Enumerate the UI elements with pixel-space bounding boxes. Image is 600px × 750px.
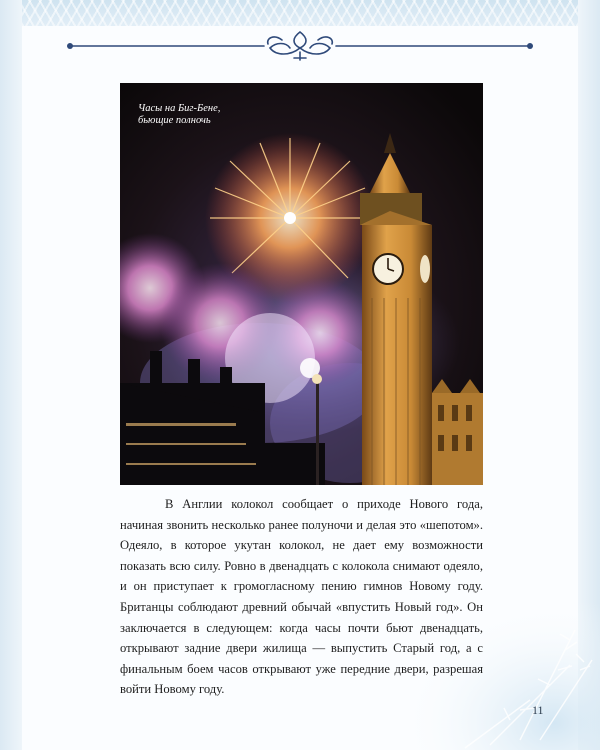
photo-illustration xyxy=(120,83,483,485)
left-frost-border xyxy=(0,0,22,750)
big-ben-fireworks-photo xyxy=(120,83,483,485)
caption-line-2: бьющие полночь xyxy=(138,115,211,126)
body-paragraph: В Англии колокол сообщает о приходе Нового года, начиная звонить несколько ранее полуночи и делая это «шепотом». Одеяло, в которое укутан колокол, не дает ему возможности показать всю силу. Ровно в двенадцать с колокола снимают одеяло, и он приступает к громогласному пению гимнов Новому году. Британцы соблюдают древний обычай «впустить Новый год». Он заключается в следующем: когда часы почти бьют двенадцать, открывают задние двери жилища — выпустить Старый год, а с финальным боем часов открывают уже передние двери, разрешая войти Новому году. xyxy=(120,497,483,697)
top-ornamental-band xyxy=(22,0,578,26)
page-number: 11 xyxy=(532,703,544,717)
caption-line-1: Часы на Биг-Бене, xyxy=(138,103,221,114)
ornamental-divider xyxy=(64,28,536,64)
photo-caption xyxy=(138,103,288,127)
